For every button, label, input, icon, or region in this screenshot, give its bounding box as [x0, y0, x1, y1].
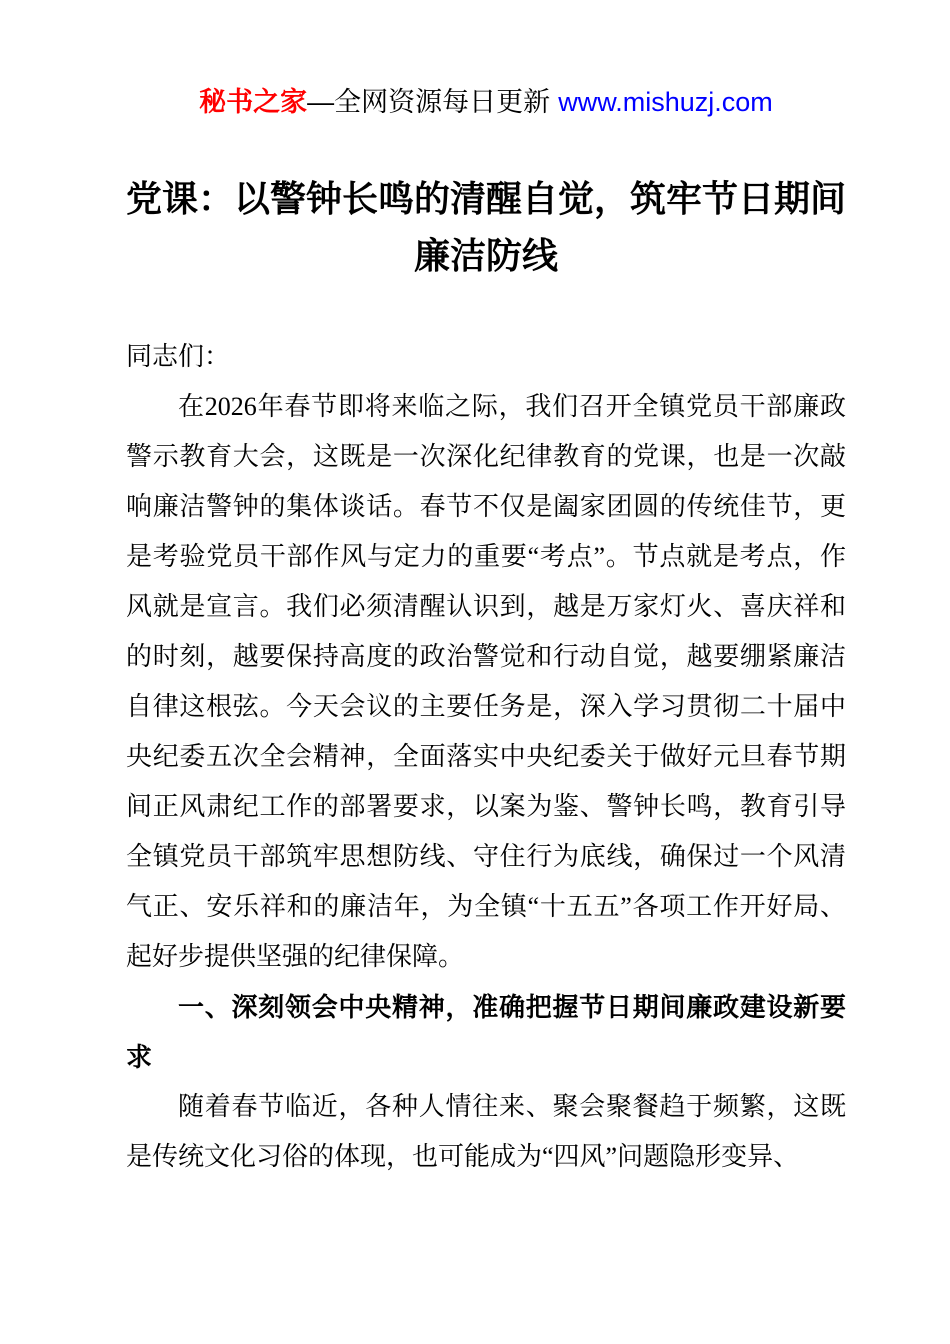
- site-header: [126, 84, 846, 120]
- site-tagline: —全网资源每日更新: [307, 87, 551, 117]
- section-heading-1: 一、深刻领会中央精神，准确把握节日期间廉政建设新要求: [126, 992, 846, 1072]
- paragraph-intro: 在2026年春节即将来临之际，我们召开全镇党员干部廉政警示教育大会，这既是一次深化纪律教育的党课，也是一次敲响廉洁警钟的集体谈话。春节不仅是阖家团圆的传统佳节，更是考验党员干部作风与定力的重要“考点”。节点就是考点，作风就是宣言。我们必须清醒认识到，越是万家灯火、喜庆祥和的时刻，越要保持高度的政治警觉和行动自觉，越要绷紧廉洁自律这根弦。今天会议的主要任务是，深入学习贯彻二十届中央纪委五次全会精神，全面落实中央纪委关于做好元旦春节期间正风肃纪工作的部署要求，以案为鉴、警钟长鸣，教育引导全镇党员干部筑牢思想防线、守住行为底线，确保过一个风清气正、安乐祥和的廉洁年，为全镇“十五五”各项工作开好局、起好步提供坚强的纪律保障。: [126, 392, 846, 971]
- document-title: 党课：以警钟长鸣的清醒自觉，筑牢节日期间廉洁防线: [126, 178, 847, 276]
- site-url-link[interactable]: www.mishuzj.com: [558, 87, 773, 117]
- paragraph-section-1: 随着春节临近，各种人情往来、聚会聚餐趋于频繁，这既是传统文化习俗的体现，也可能成为“四风”问题隐形变异、: [126, 1092, 846, 1171]
- site-brand: 秘书之家: [199, 87, 308, 117]
- document-body: [126, 332, 846, 1182]
- salutation: 同志们：: [126, 342, 231, 371]
